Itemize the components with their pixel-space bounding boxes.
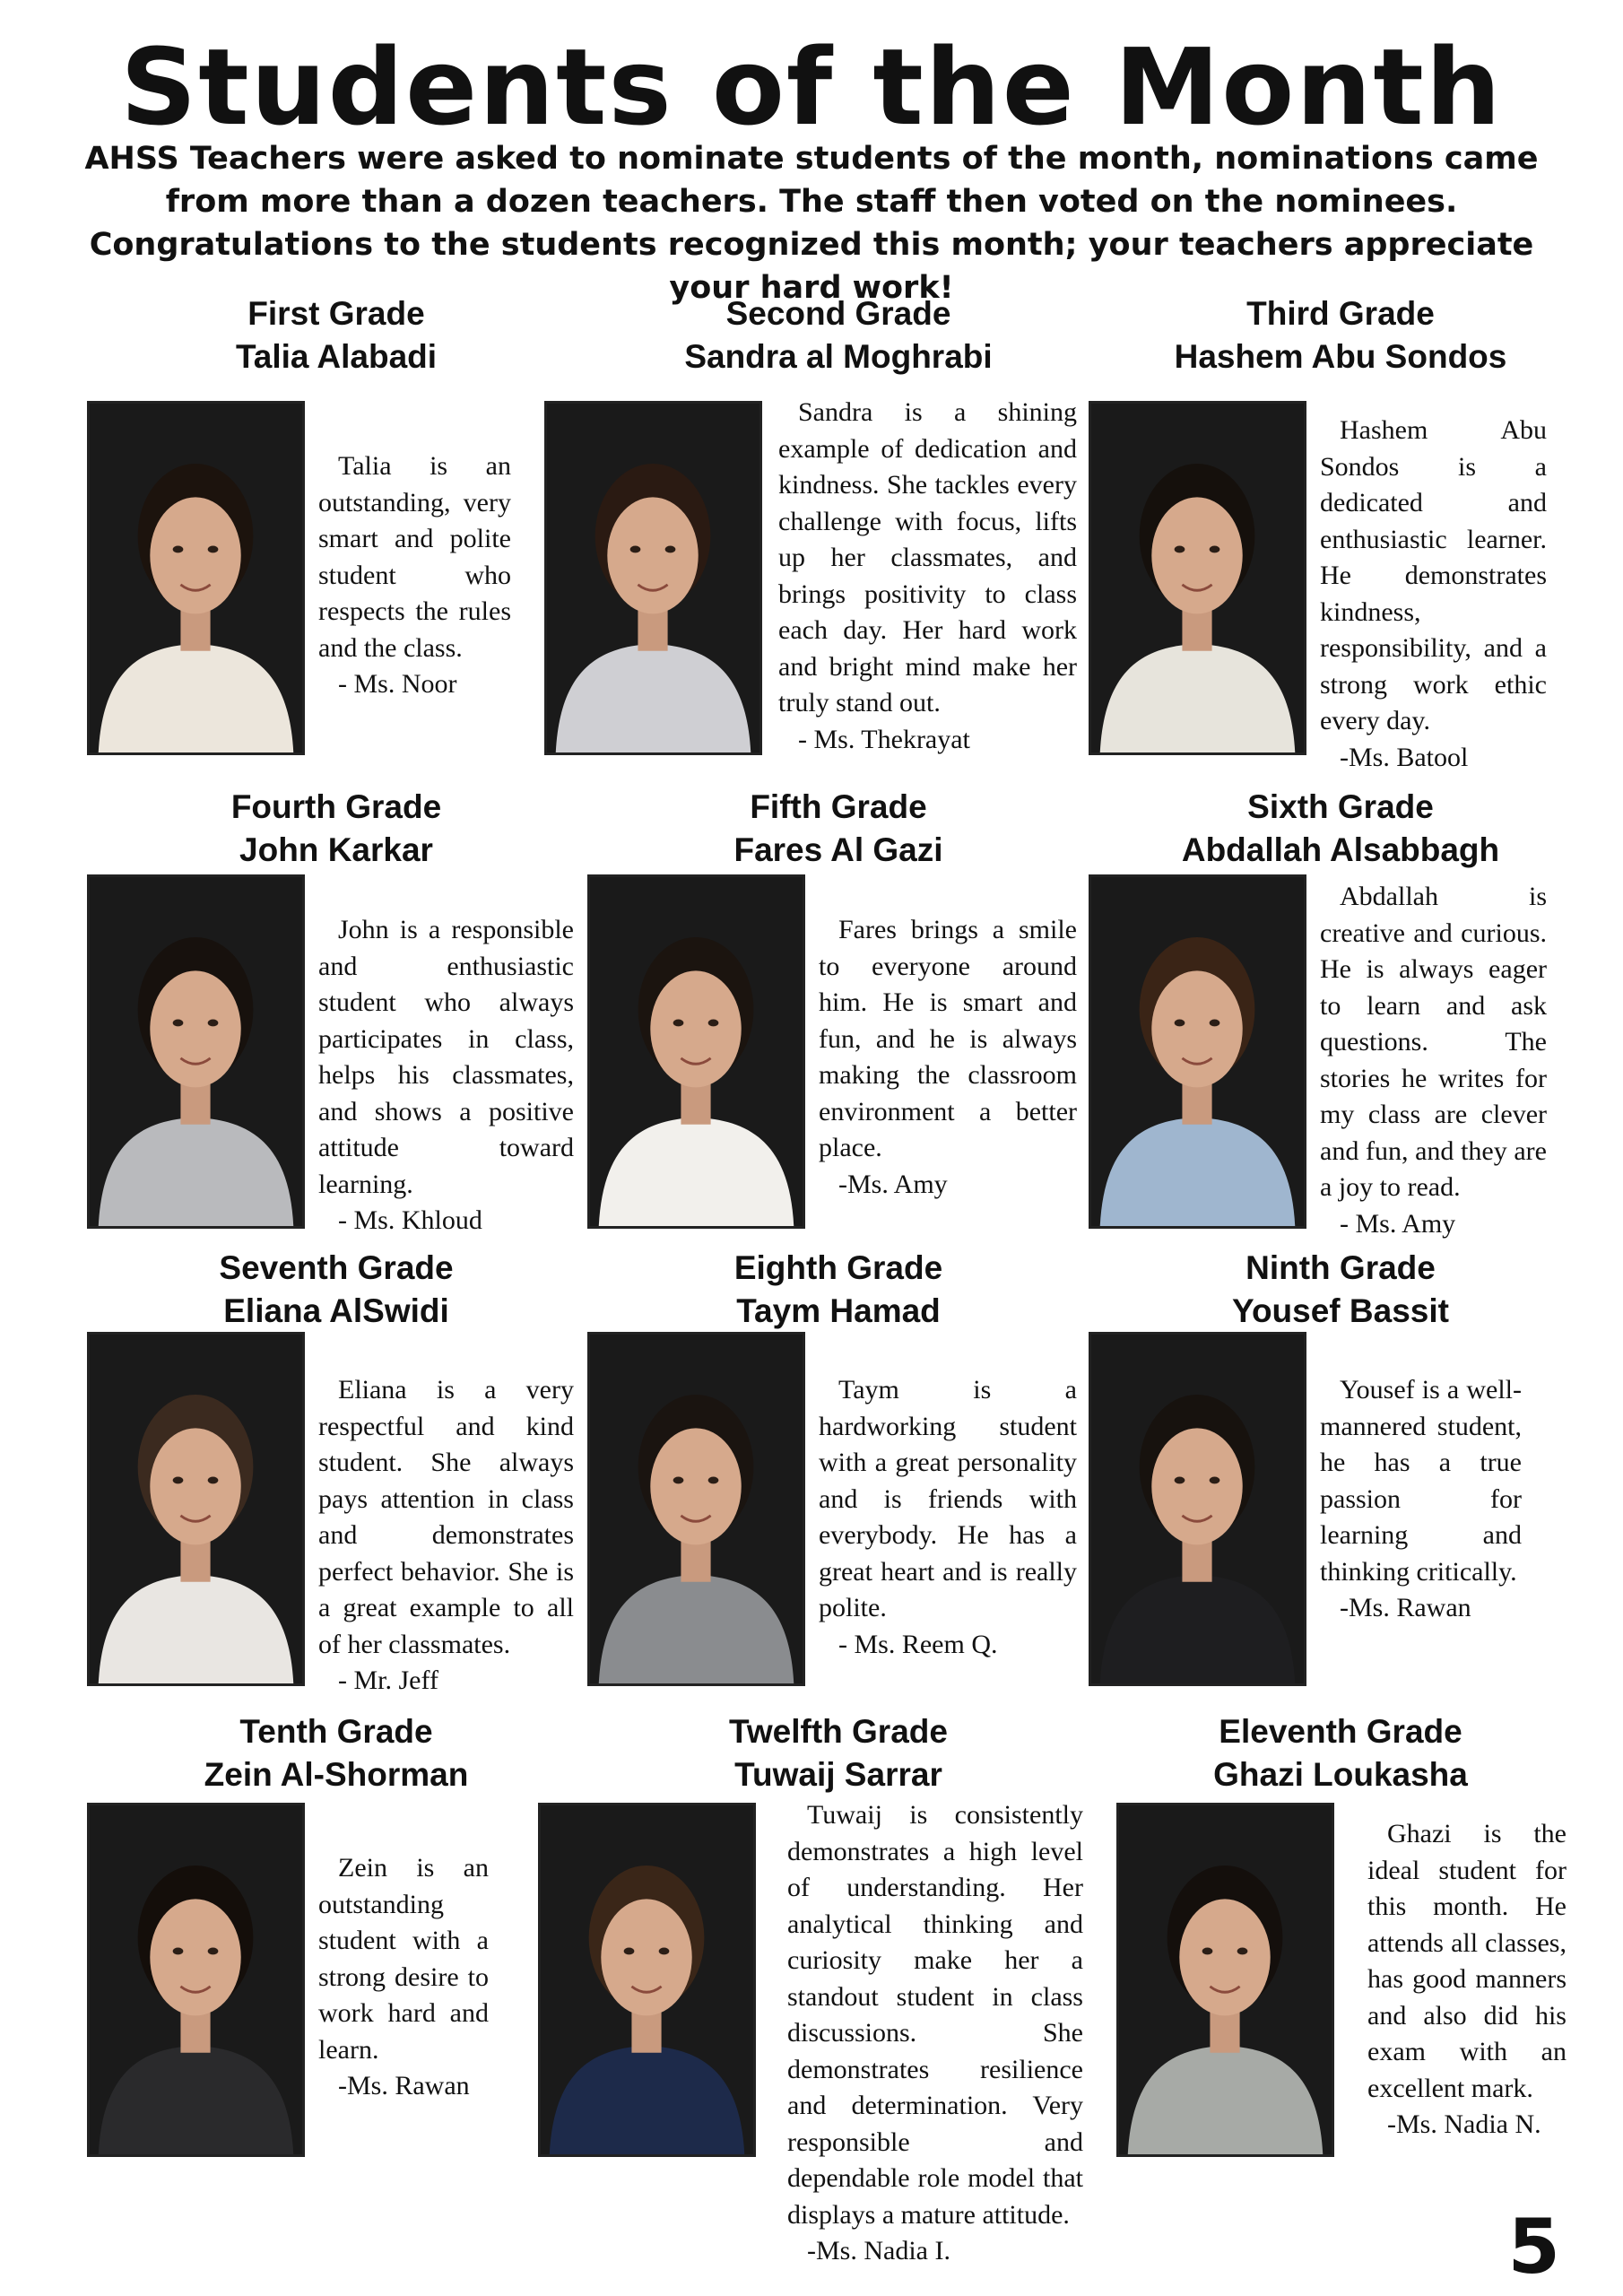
nomination-text: Tuwaij is consistently demonstrates a high level of understanding. Her analytical thinking and curiosity make her a standout student in class discussions. She demonstrates resilience and determination. Very responsible and dependable role model that displays a mature attitude. -Ms. Nadia I. — [787, 1797, 1083, 2270]
student-header — [1089, 292, 1592, 378]
student-name: Abdallah Alsabbagh — [1181, 831, 1500, 868]
student-name: Ghazi Loukasha — [1213, 1756, 1468, 1793]
student-name: John Karkar — [239, 831, 433, 868]
grade-label: Tenth Grade — [239, 1713, 433, 1750]
student-header — [1089, 1247, 1592, 1333]
face-shape — [1151, 497, 1242, 613]
teacher-signature: -Ms. Batool — [1340, 742, 1469, 772]
student-name: Taym Hamad — [736, 1292, 941, 1329]
nomination-text: Sandra is a shining example of dedication and kindness. She tackles every challenge with focus, lifts up her classmates, and brings positivity to class each day. Her hard work and bright mind make her truly stand out. - Ms. Thekrayat — [778, 395, 1077, 758]
face-shape — [650, 1428, 741, 1544]
teacher-signature: -Ms. Nadia N. — [1387, 2109, 1541, 2139]
student-header — [85, 292, 587, 378]
nomination-text: Zein is an outstanding student with a strong desire to work hard and learn. -Ms. Rawan — [318, 1850, 489, 2105]
teacher-signature: - Ms. Khloud — [338, 1205, 482, 1235]
student-header — [1089, 786, 1592, 872]
teacher-signature: - Ms. Thekrayat — [798, 724, 970, 754]
student-header — [587, 1247, 1089, 1333]
grade-label: Fifth Grade — [750, 788, 927, 825]
face-shape — [607, 497, 698, 613]
student-photo — [1089, 874, 1306, 1229]
nomination-text: Abdallah is creative and curious. He is always eager to learn and ask questions. The stories he writes for my class are clever and fun, and they are a joy to read. - Ms. Amy — [1320, 879, 1547, 1242]
grade-label: Third Grade — [1246, 295, 1435, 332]
teacher-signature: -Ms. Amy — [838, 1169, 948, 1199]
student-header — [1089, 1710, 1592, 1796]
student-header — [85, 1247, 587, 1333]
face-shape — [1151, 1428, 1242, 1544]
student-photo — [87, 874, 305, 1229]
face-shape — [150, 970, 240, 1087]
student-name: Hashem Abu Sondos — [1174, 338, 1507, 375]
nomination-text: Hashem Abu Sondos is a dedicated and enthusiastic learner. He demonstrates kindness, responsibility, and a strong work ethic every day. -Ms. Batool — [1320, 413, 1547, 776]
teacher-signature: -Ms. Rawan — [338, 2071, 470, 2100]
grade-label: Twelfth Grade — [729, 1713, 948, 1750]
teacher-signature: - Mr. Jeff — [338, 1665, 438, 1695]
face-shape — [1179, 1899, 1270, 2015]
face-shape — [1151, 970, 1242, 1087]
student-name: Tuwaij Sarrar — [734, 1756, 942, 1793]
student-header — [85, 786, 587, 872]
student-header — [587, 292, 1089, 378]
student-photo — [87, 1803, 305, 2157]
grade-label: Ninth Grade — [1245, 1249, 1436, 1286]
nomination-text: Taym is a hardworking student with a great personality and is friends with everybody. He has a great heart and is really polite. - Ms. Reem Q. — [819, 1372, 1077, 1663]
page-number: 5 — [1507, 2203, 1560, 2291]
student-photo — [1089, 1332, 1306, 1686]
grade-label: Fourth Grade — [230, 788, 442, 825]
student-name: Eliana AlSwidi — [223, 1292, 449, 1329]
grade-label: First Grade — [247, 295, 425, 332]
student-photo — [587, 1332, 805, 1686]
student-photo — [587, 874, 805, 1229]
face-shape — [150, 1428, 240, 1544]
student-header — [85, 1710, 587, 1796]
student-name: Talia Alabadi — [235, 338, 438, 375]
teacher-signature: - Ms. Amy — [1340, 1208, 1456, 1239]
face-shape — [650, 970, 741, 1087]
student-header — [587, 1710, 1089, 1796]
teacher-signature: - Ms. Reem Q. — [838, 1629, 998, 1659]
student-name: Sandra al Moghrabi — [684, 338, 993, 375]
nomination-text: Talia is an outstanding, very smart and polite student who respects the rules and the class. - Ms. Noor — [318, 448, 511, 703]
student-photo — [87, 401, 305, 755]
grade-label: Second Grade — [725, 295, 951, 332]
nomination-text: John is a responsible and enthusiastic student who always participates in class, helps his classmates, and shows a positive attitude toward learning. - Ms. Khloud — [318, 912, 574, 1239]
grade-label: Sixth Grade — [1247, 788, 1434, 825]
student-photo — [538, 1803, 756, 2157]
teacher-signature: -Ms. Nadia I. — [807, 2236, 950, 2266]
student-photo — [544, 401, 762, 755]
nomination-text: Ghazi is the ideal student for this month. He attends all classes, has good manners and also did his exam with an excellent mark. -Ms. Nadia N. — [1367, 1816, 1567, 2144]
face-shape — [150, 1899, 240, 2015]
page-title: Students of the Month — [120, 25, 1503, 149]
nomination-text: Eliana is a very respectful and kind student. She always pays attention in class and demonstrates perfect behavior. She is a great example to all of her classmates. - Mr. Jeff — [318, 1372, 574, 1700]
grade-label: Seventh Grade — [219, 1249, 454, 1286]
nomination-text: Yousef is a well-mannered student, he has a true passion for learning and thinking critically. -Ms. Rawan — [1320, 1372, 1522, 1627]
student-photo — [1116, 1803, 1334, 2157]
grade-label: Eleventh Grade — [1219, 1713, 1462, 1750]
student-name: Yousef Bassit — [1232, 1292, 1449, 1329]
intro-paragraph: AHSS Teachers were asked to nominate students of the month, nominations came from more than a dozen teachers. The staff then voted on the nominees. Congratulations to the students recognized this month; your teachers appreciate your hard work! — [84, 141, 1539, 306]
student-header — [587, 786, 1089, 872]
student-name: Zein Al-Shorman — [204, 1756, 469, 1793]
teacher-signature: -Ms. Rawan — [1340, 1593, 1471, 1622]
nomination-text: Fares brings a smile to everyone around him. He is smart and fun, and he is always making the classroom environment a better place. -Ms. Amy — [819, 912, 1077, 1203]
face-shape — [601, 1899, 691, 2015]
teacher-signature: - Ms. Noor — [338, 669, 457, 699]
student-name: Fares Al Gazi — [733, 831, 943, 868]
grade-label: Eighth Grade — [733, 1249, 943, 1286]
face-shape — [150, 497, 240, 613]
student-photo — [1089, 401, 1306, 755]
student-photo — [87, 1332, 305, 1686]
